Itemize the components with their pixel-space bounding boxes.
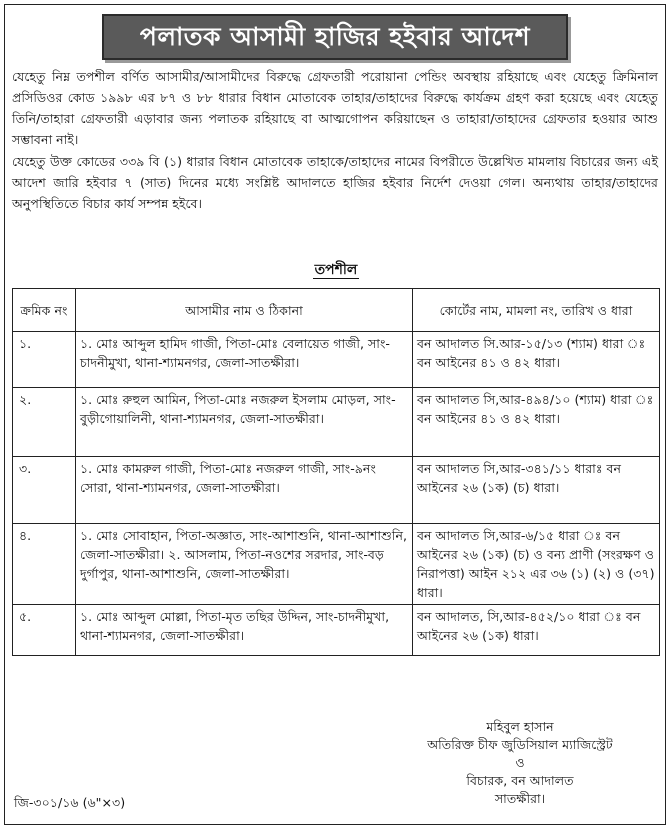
cell-accused: ১. মোঃ আব্দুল হামিদ গাজী, পিতা-মোঃ বেলায়েত গাজী, সাং-চাদনীমুখা, থানা-শ্যামনগর, জেলা-সাতক্ষীরা। [76, 332, 413, 388]
table-row [13, 605, 660, 656]
cell-court: বন আদালত সি,আর-৬/১৫ ধারা ঃ বন আইনের ২৬ (১ক) (চ) ও বন্য প্রাণী (সংরক্ষণ ও নিরাপত্তা) আইন ২১২ এর ৩৬ (১) (২) ও (৩৭) ধারা। [413, 524, 660, 605]
cell-serial: ৫. [13, 605, 76, 656]
table-row [13, 524, 660, 605]
signatory-and: ও [515, 755, 525, 770]
cell-serial: ২. [13, 388, 76, 457]
table-row [13, 457, 660, 524]
header-accused: আসামীর নাম ও ঠিকানা [76, 289, 413, 332]
table-header-row [13, 289, 660, 332]
schedule-heading [0, 258, 672, 282]
table-row [13, 388, 660, 457]
schedule-heading-text: তপশীল [314, 262, 358, 278]
cell-court: বন আদালত সি,আর-৪৯৪/১০ (শ্যাম) ধারা ঃ বন আইনের ৪১ ও ৪২ ধারা। [413, 388, 660, 457]
signatory-place: সাতক্ষীরা। [494, 791, 546, 806]
cell-court: বন আদালত, সি,আর-৪৫২/১০ ধারা ঃ বন আইনের ২৬ (১ক) ধারা। [413, 605, 660, 656]
page-title: পলাতক আসামী হাজির হইবার আদেশ [102, 14, 568, 60]
table-row [13, 332, 660, 388]
cell-court: বন আদালত সি.আর-১৫/১৩ (শ্যাম) ধারা ঃ বন আইনের ৪১ ও ৪২ ধারা। [413, 332, 660, 388]
header-serial: ক্রমিক নং [13, 289, 76, 332]
order-paragraph-2: যেহেতু উক্ত কোডের ৩৩৯ বি (১) ধারার বিধান মোতাবেক তাহাকে/তাহাদের নামের বিপরীতে উল্লেখিত মামলায় বিচারের জন্য এই আদেশ জারি হইবার ৭ (সাত) দিনের মধ্যে সংশ্লিষ্ট আদালতে হাজির হইবার নির্দেশ দেওয়া গেল। অন্যথায় তাহার/তাহাদের অনুপস্থিতিতে বিচার কার্য সম্পন্ন হইবে। [12, 154, 658, 211]
signatory-designation: অতিরিক্ত চীফ জুডিসিয়াল ম্যাজিস্ট্রেট [427, 737, 613, 752]
signature-block [400, 718, 640, 808]
cell-serial: ৩. [13, 457, 76, 524]
cell-serial: ১. [13, 332, 76, 388]
signatory-name: মহিবুল হাসান [486, 719, 554, 734]
order-paragraph-1: যেহেতু নিম্ন তপশীল বর্ণিত আসামীর/আসামীদের বিরুদ্ধে গ্রেফতারী পরোয়ানা পেন্ডিং অবস্থায় রহিয়াছে এবং যেহেতু ক্রিমিনাল প্রসিডিওর কোড ১৯৯৮ এর ৮৭ ও ৮৮ ধারার বিধান মোতাবেক তাহার/তাহাদের বিরুদ্ধে কার্যক্রম গ্রহণ করা হয়েছে এবং যেহেতু তিনি/তাহারা গ্রেফতারী এড়াবার জন্য পলাতক রহিয়াছে বা আত্মগোপন করিয়াছেন ও তাহারা/তাহাদের গ্রেফতার হওয়ার আশু সম্ভাবনা নাই। [12, 69, 658, 147]
schedule-table [12, 288, 660, 656]
header-court: কোর্টের নাম, মামলা নং, তারিখ ও ধারা [413, 289, 660, 332]
cell-accused: ১. মোঃ আব্দুল মোল্লা, পিতা-মৃত তছির উদ্দিন, সাং-চাদনীমুখা, থানা-শ্যামনগর, জেলা-সাতক্ষীরা। [76, 605, 413, 656]
cell-serial: ৪. [13, 524, 76, 605]
cell-court: বন আদালত সি,আর-৩৪১/১১ ধারাঃ বন আইনের ২৬ (১ক) (চ) ধারা। [413, 457, 660, 524]
reference-number: জি-৩০১/১৬ (৬"×৩) [14, 795, 126, 810]
cell-accused: ১. মোঃ সোবাহান, পিতা-অজ্ঞাত, সাং-আশাশুনি, থানা-আশাশুনি, জেলা-সাতক্ষীরা। ২. আসলাম, পিতা-নওশের সরদার, সাং-বড় দুর্গাপুর, থানা-আশাশুনি, জেলা-সাতক্ষীরা। [76, 524, 413, 605]
cell-accused: ১. মোঃ কামরুল গাজী, পিতা-মোঃ নজরুল গাজী, সাং-৯নং সোরা, থানা-শ্যামনগর, জেলা-সাতক্ষীরা। [76, 457, 413, 524]
cell-accused: ১. মোঃ রুহুল আমিন, পিতা-মোঃ নজরুল ইসলাম মোড়ল, সাং-বুড়ীগোয়ালিনী, থানা-শ্যামনগর, জেলা-সাতক্ষীরা। [76, 388, 413, 457]
signatory-role: বিচারক, বন আদালত [466, 773, 574, 788]
